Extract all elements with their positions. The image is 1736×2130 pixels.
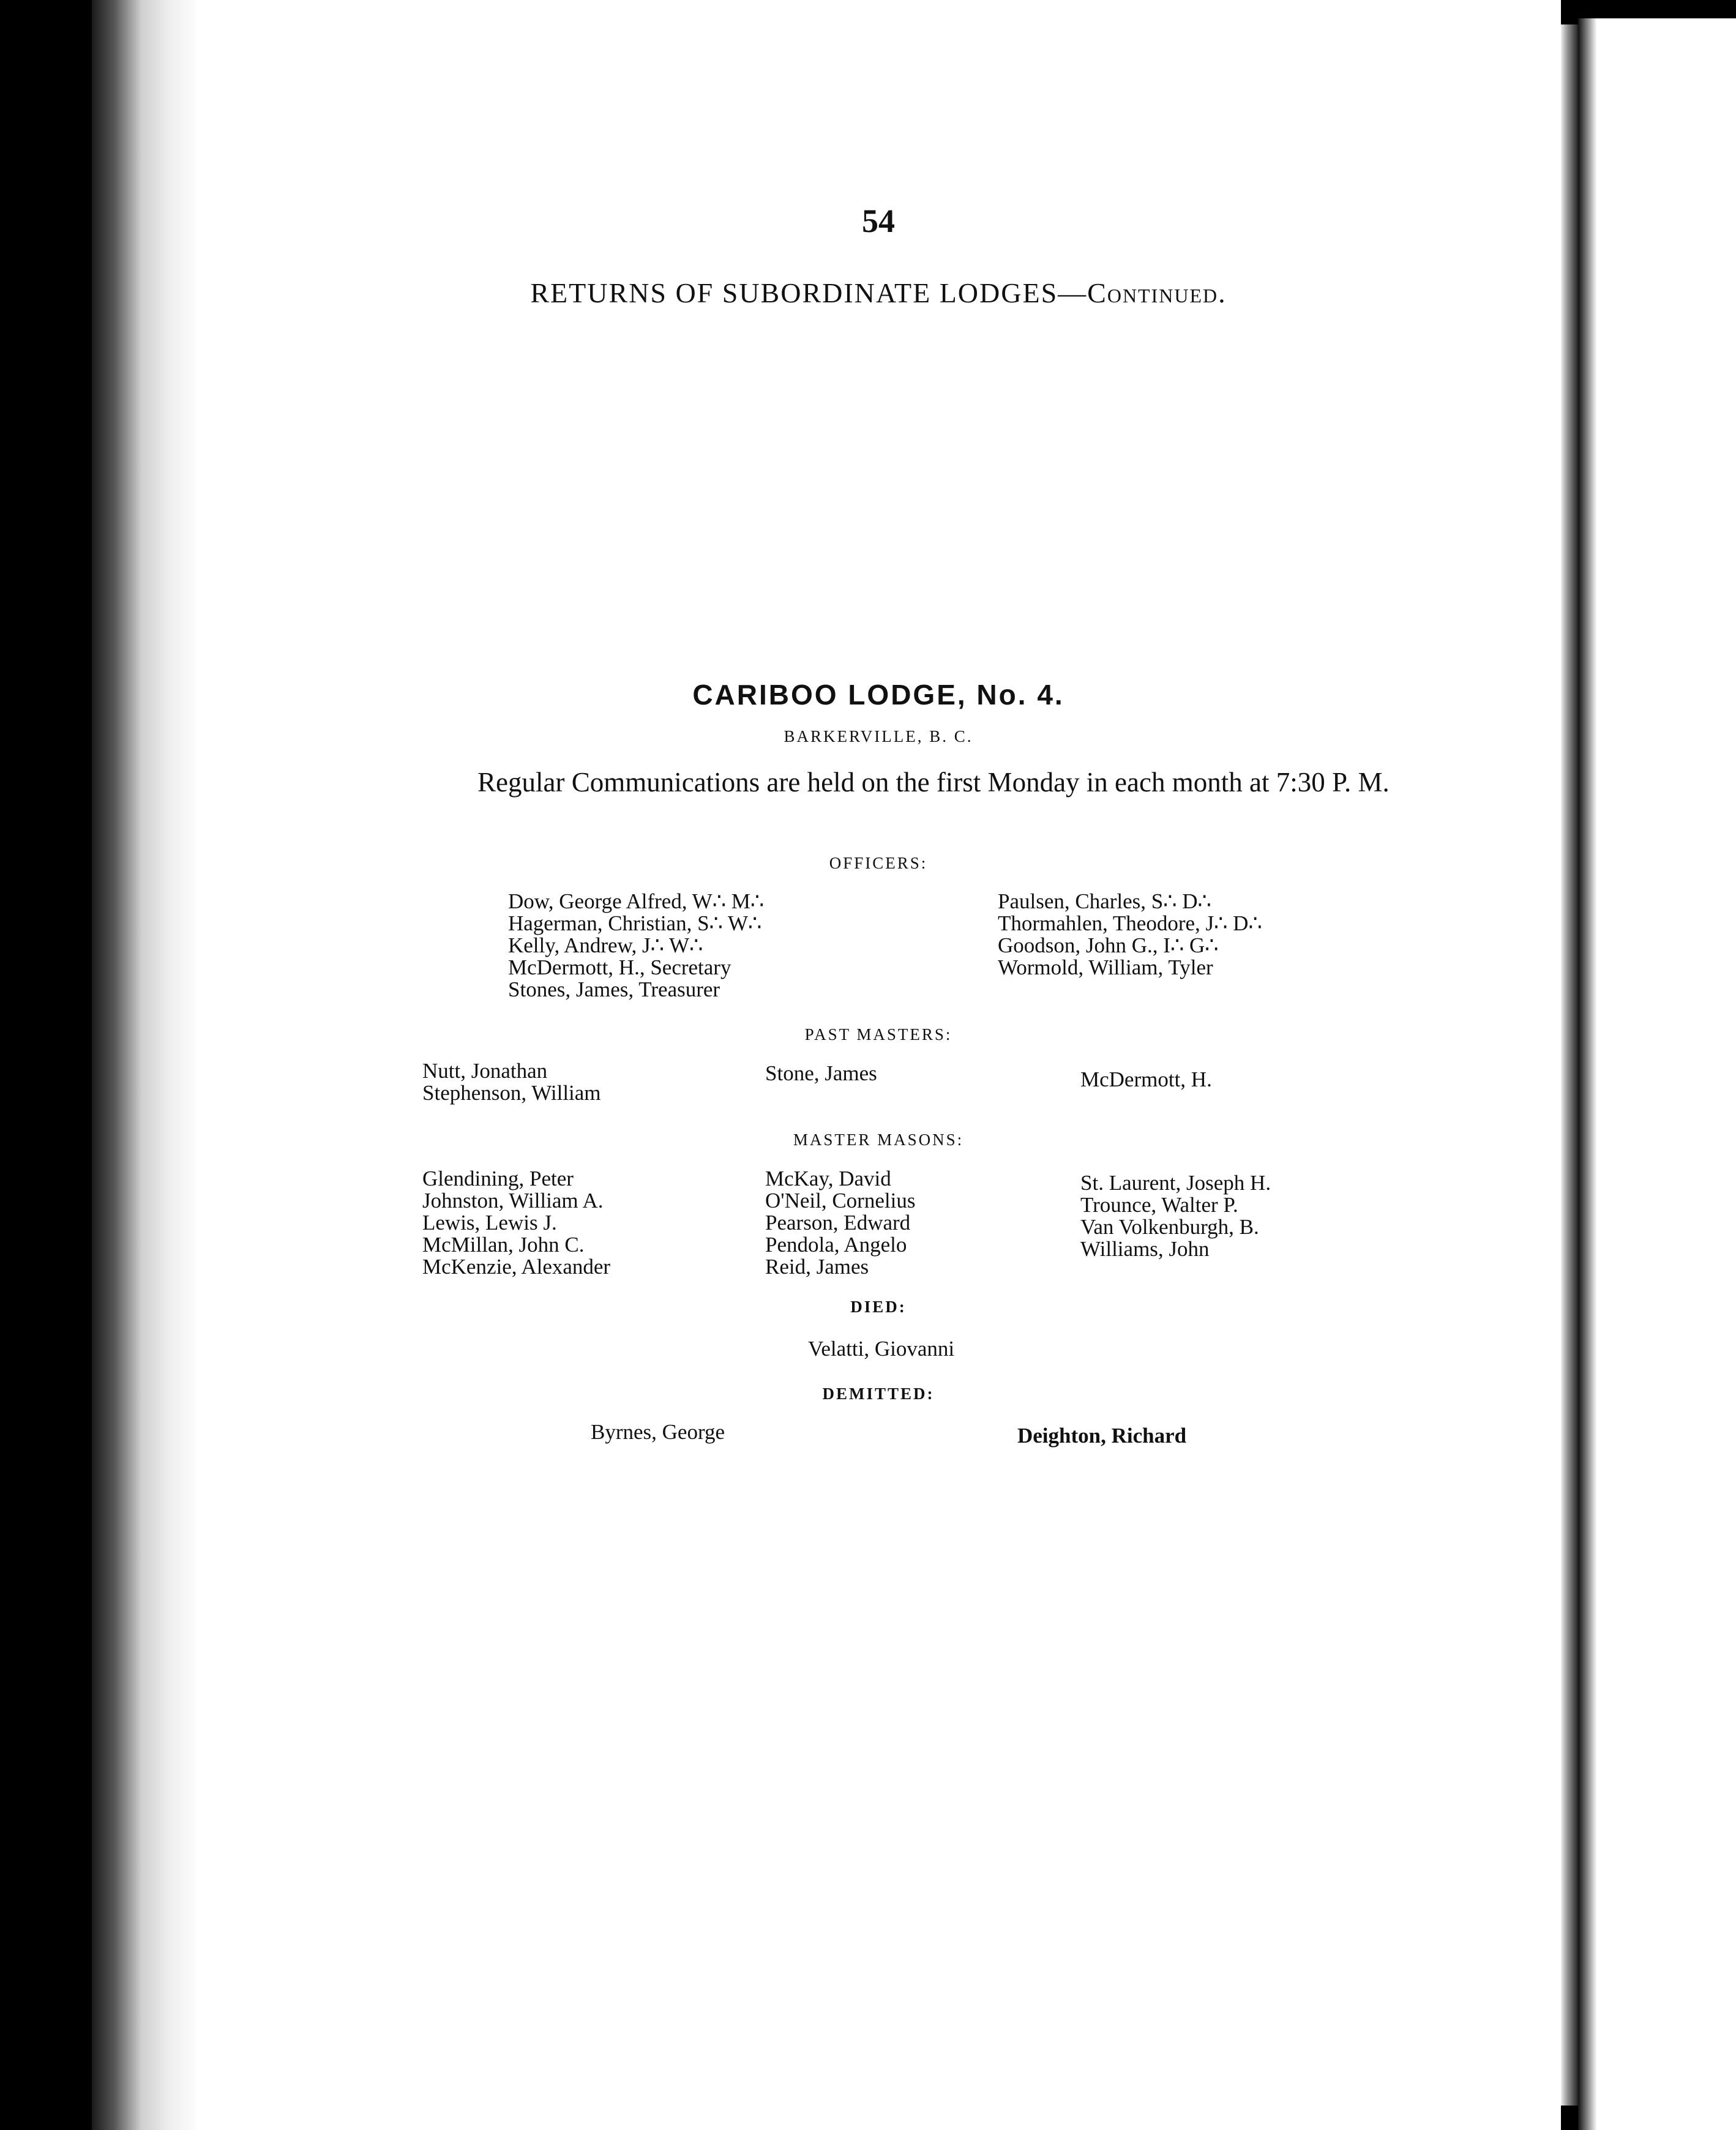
master-mason-item: McKay, David (765, 1167, 891, 1190)
officer-item: Paulsen, Charles, S∴ D∴ (998, 889, 1211, 913)
past-masters-col-1 (422, 1060, 601, 1104)
master-mason-item: St. Laurent, Joseph H. (1080, 1171, 1271, 1195)
master-mason-item: Reid, James (765, 1255, 869, 1279)
running-head (196, 277, 1561, 309)
running-head-main: RETURNS OF SUBORDINATE LODGES (530, 277, 1058, 308)
officer-item: Thormahlen, Theodore, J∴ D∴ (998, 911, 1262, 935)
officers-heading: OFFICERS: (829, 854, 928, 872)
officer-item: Stones, James, Treasurer (508, 977, 720, 1001)
master-mason-item: Pearson, Edward (765, 1211, 911, 1235)
past-masters-col-2 (765, 1063, 877, 1085)
demitted-col-1 (591, 1421, 725, 1443)
past-masters-col-3 (1080, 1069, 1212, 1091)
demitted-item: Byrnes, George (591, 1420, 725, 1444)
master-masons-col-3 (1080, 1172, 1271, 1260)
document-page (196, 0, 1561, 2130)
lodge-location: BARKERVILLE, B. C. (784, 727, 973, 745)
officer-item: McDermott, H., Secretary (508, 955, 731, 979)
officer-item: Goodson, John G., I∴ G∴ (998, 933, 1219, 957)
master-mason-item: Pendola, Angelo (765, 1233, 907, 1257)
master-mason-item: Trounce, Walter P. (1080, 1193, 1238, 1217)
demitted-col-2 (1017, 1425, 1186, 1447)
page-edge-right (1560, 24, 1578, 2106)
died-heading: DIED: (850, 1298, 907, 1316)
officers-list-left (508, 891, 764, 1001)
officer-item: Hagerman, Christian, S∴ W∴ (508, 911, 762, 935)
past-master-item: Nutt, Jonathan (422, 1059, 548, 1083)
died-item: Velatti, Giovanni (808, 1337, 955, 1361)
officer-item: Dow, George Alfred, W∴ M∴ (508, 889, 765, 913)
past-master-item: McDermott, H. (1080, 1067, 1212, 1091)
master-mason-item: Johnston, William A. (422, 1189, 604, 1213)
master-mason-item: McKenzie, Alexander (422, 1255, 611, 1279)
master-mason-item: Glendining, Peter (422, 1167, 574, 1190)
master-mason-item: Williams, John (1080, 1237, 1210, 1261)
past-master-item: Stone, James (765, 1061, 877, 1085)
facing-page (1578, 18, 1736, 2130)
past-master-item: Stephenson, William (422, 1081, 601, 1105)
master-mason-item: Lewis, Lewis J. (422, 1211, 557, 1235)
master-mason-item: O'Neil, Cornelius (765, 1189, 916, 1213)
running-head-continued: —Continued. (1058, 277, 1227, 308)
demitted-heading: DEMITTED: (822, 1384, 935, 1403)
page-edge-left (92, 0, 202, 2130)
officer-item: Kelly, Andrew, J∴ W∴ (508, 933, 703, 957)
lodge-title: CARIBOO LODGE, No. 4. (692, 679, 1064, 711)
demitted-item: Deighton, Richard (1017, 1424, 1187, 1448)
master-mason-item: McMillan, John C. (422, 1233, 585, 1257)
communications-text: Regular Communications are held on the first Monday in each month at 7:30 P. M. (477, 767, 1390, 798)
officer-item: Wormold, William, Tyler (998, 955, 1213, 979)
master-mason-item: Van Volkenburgh, B. (1080, 1215, 1259, 1239)
master-masons-heading: MASTER MASONS: (793, 1130, 964, 1149)
master-masons-col-1 (422, 1168, 610, 1278)
died-list (808, 1338, 954, 1360)
past-masters-heading: PAST MASTERS: (804, 1025, 952, 1044)
officers-list-right (998, 891, 1262, 979)
master-masons-col-2 (765, 1168, 915, 1278)
page-number: 54 (862, 203, 895, 239)
